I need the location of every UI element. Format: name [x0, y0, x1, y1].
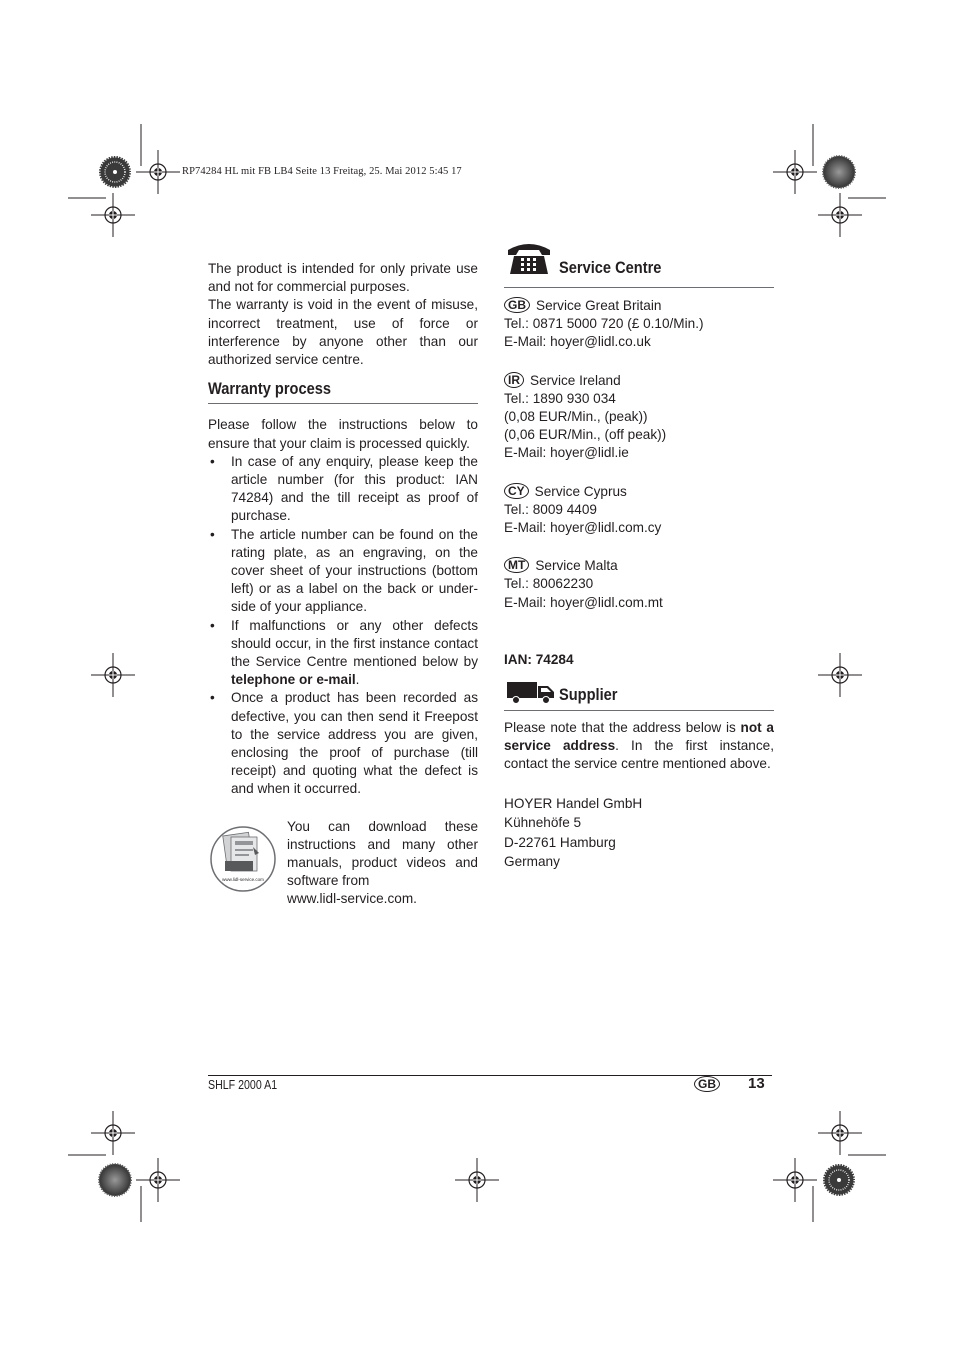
address-line: Kühnehöfe 5	[504, 815, 582, 831]
bullet-item: • In case of any enquiry, please keep the article number (for this product: IAN 74284) and the till receipt as proof of purchase.	[208, 453, 478, 526]
warranty-intro: Please follow the instructions below to ensure that your claim is processed quickly.	[208, 417, 478, 451]
supplier-heading-row	[504, 675, 774, 711]
right-column	[504, 240, 774, 872]
contact-method: telephone or e-mail	[231, 672, 356, 688]
service-phone: Tel.: 1890 930 034	[504, 390, 616, 406]
bullet-item: • Once a product has been recorded as defective, you can then send it Freepost to the service address you are given, enclosing the proof of purchase (till receipt) and quoting what the defect is and when it occurred.	[208, 689, 478, 798]
supplier-heading: Supplier	[559, 685, 618, 705]
service-heading-row	[504, 240, 774, 288]
service-name: Service Cyprus	[534, 483, 627, 499]
service-block-ir	[504, 372, 774, 463]
page-number: 13	[748, 1075, 765, 1092]
footer-model: SHLF 2000 A1	[208, 1078, 278, 1092]
service-phone: Tel.: 8009 4409	[504, 501, 597, 517]
print-info-line: RP74284 HL mit FB LB4 Seite 13 Freitag, 25. Mai 2012 5:45 17	[182, 166, 462, 177]
bullet-item: • If malfunctions or any other defects should occur, in the first instance contact the Service Centre mentioned below by telephone or e-mail.	[208, 617, 478, 690]
lidl-service-logo-icon	[209, 825, 277, 893]
intro-paragraph-1: The product is intended for only private use and not for commercial purposes.	[208, 261, 478, 295]
service-rate-offpeak: (0,06 EUR/Min., (off peak))	[504, 427, 667, 443]
warranty-heading: Warranty process	[208, 379, 331, 399]
truck-icon	[506, 679, 556, 705]
service-email: E-Mail: hoyer@lidl.com.cy	[504, 520, 662, 536]
footer-rule	[208, 1075, 772, 1076]
service-heading-rule	[504, 287, 774, 288]
service-block-mt	[504, 557, 774, 612]
country-badge-mt: MT	[504, 557, 529, 573]
service-email: E-Mail: hoyer@lidl.ie	[504, 445, 629, 461]
service-name: Service Great Britain	[536, 298, 662, 313]
intro-paragraph-2: The warranty is void in the event of misuse, incorrect treatment, use of force or interference by anyone other than our authorized service centre.	[208, 297, 478, 368]
country-badge-ir: IR	[504, 372, 524, 388]
download-url: www.lidl-service.com.	[287, 890, 417, 906]
service-rate-peak: (0,08 EUR/Min., (peak))	[504, 409, 648, 425]
telephone-icon	[506, 238, 552, 276]
service-phone: Tel.: 80062230	[504, 576, 594, 592]
service-name: Service Ireland	[530, 372, 621, 388]
not-service-address-notice: not a service address	[504, 720, 774, 754]
service-centre-heading: Service Centre	[559, 258, 662, 277]
service-phone: Tel.: 0871 5000 720 (£ 0.10/Min.)	[504, 316, 704, 332]
supplier-note: Please note that the address below is not a service address. In the first instance, contact the service centre mentioned above.	[504, 720, 774, 772]
service-block-gb	[504, 297, 774, 352]
logo-url-text: www.lidl-service.com	[222, 876, 264, 882]
service-block-cy	[504, 483, 774, 538]
warranty-bullets	[208, 453, 478, 799]
address-line: HOYER Handel GmbH	[504, 795, 643, 811]
supplier-heading-rule	[504, 710, 774, 711]
download-section	[208, 818, 478, 918]
country-badge-gb: GB	[504, 297, 530, 313]
bullet-item: • The article number can be found on the rating plate, as an engraving, on the cover sheet of your instructions (bottom left) or as a label on the back or under-side of your appliance.	[208, 526, 478, 617]
supplier-address	[504, 794, 774, 872]
warranty-heading-rule	[208, 403, 478, 404]
address-line: D-22761 Hamburg	[504, 834, 616, 850]
footer-country-badge: GB	[694, 1076, 720, 1092]
service-email: E-Mail: hoyer@lidl.co.uk	[504, 334, 651, 350]
service-email: E-Mail: hoyer@lidl.com.mt	[504, 594, 663, 610]
service-name: Service Malta	[535, 558, 618, 574]
address-line: Germany	[504, 854, 560, 870]
country-badge-cy: CY	[504, 483, 529, 499]
ian-number: IAN: 74284	[504, 651, 574, 667]
left-column	[208, 260, 478, 918]
download-text: You can download these instructions and many other manuals, product videos and software from	[287, 818, 478, 889]
